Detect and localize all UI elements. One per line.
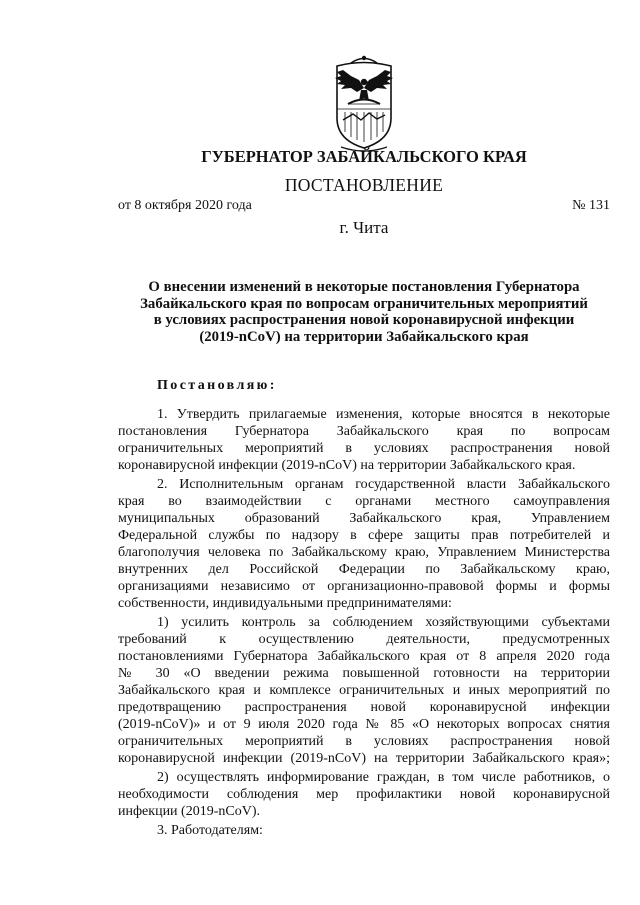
paragraph-line: 1) усилить контроль за соблюдением хозяйствующими субъектами (157, 614, 610, 630)
document-number: № 131 (572, 198, 610, 213)
document-city: г. Чита (339, 218, 389, 237)
paragraph-line: Федеральной службы по надзору в сфере защиты прав потребителей и (118, 527, 610, 543)
subject-line: Забайкальского края по вопросам ограничительных мероприятий (140, 295, 588, 312)
paragraph-line: собственности, индивидуальными предпринимателями: (118, 595, 452, 611)
subject-line: в условиях распространения новой коронавирусной инфекции (153, 312, 575, 329)
paragraph-line: внутренних дел Российской Федерации по Забайкальскому краю, (118, 561, 610, 577)
paragraph-line: № 30 «О введении режима повышенной готовности на территории (118, 665, 610, 681)
body-paragraph-5 (118, 822, 610, 839)
paragraph-line: постановления Губернатора Забайкальского края по вопросам (118, 423, 610, 439)
paragraph-line: предотвращению распространения новой коронавирусной инфекции (118, 699, 610, 715)
paragraph-line: требований к осуществлению деятельности, предусмотренных (118, 631, 610, 647)
paragraph-line: 2. Исполнительным органам государственной власти Забайкальского (157, 476, 610, 492)
body-paragraph-2 (118, 476, 610, 612)
subject-line: (2019-nCoV) на территории Забайкальского края (199, 329, 529, 346)
subject-line: О внесении изменений в некоторые постановления Губернатора (148, 279, 580, 295)
paragraph-line: коронавирусной инфекции (2019-nCoV) на территории Забайкальского края. (118, 457, 576, 473)
paragraph-line: (2019-nCoV)» и от 9 июля 2020 года № 85 «О некоторых вопросах снятия (118, 716, 610, 732)
document-date: от 8 октября 2020 года (118, 198, 252, 213)
emblem-eagle (335, 70, 393, 101)
body-paragraph-1 (118, 406, 610, 474)
paragraph-line: Забайкальского края и комплексе ограничительных и иных мероприятий по (118, 682, 610, 698)
paragraph-line: ограничительных мероприятий в условиях распространения новой (118, 440, 610, 456)
paragraph-line: постановлениями Губернатора Забайкальского края от 8 апреля 2020 года (118, 648, 610, 664)
paragraph-line: инфекции (2019-nCoV). (118, 803, 260, 819)
paragraph-line: благополучия человека по Забайкальскому краю, Управлением Министерства (118, 544, 610, 560)
body-paragraph-3 (118, 614, 610, 767)
paragraph-line: 1. Утвердить прилагаемые изменения, которые вносятся в некоторые (157, 406, 610, 422)
document-subject (118, 279, 610, 346)
paragraph-line: муниципальных образований Забайкальского края, Управлением (118, 510, 610, 526)
resolve-heading: Постановляю: (157, 378, 277, 393)
paragraph-line: ограничительных мероприятий в условиях распространения новой (118, 733, 610, 749)
body-paragraph-4 (118, 769, 610, 820)
paragraph-line: 2) осуществлять информирование граждан, в том числе работников, о (157, 769, 610, 785)
paragraph-line: коронавирусной инфекции (2019-nCoV) на территории Забайкальского края»; (118, 750, 610, 766)
paragraph-line: организациями независимо от организационно-правовой формы и формы (118, 578, 610, 594)
emblem-bow (348, 100, 380, 105)
issuer-title: ГУБЕРНАТОР ЗАБАЙКАЛЬСКОГО КРАЯ (201, 147, 527, 166)
document-body (118, 406, 610, 839)
coat-of-arms-icon (329, 54, 399, 154)
paragraph-line: края во взаимодействии с органами местного самоуправления (118, 493, 610, 509)
paragraph-line: 3. Работодателям: (157, 822, 263, 838)
paragraph-line: необходимости соблюдения мер профилактики новой коронавирусной (118, 786, 610, 802)
document-type: ПОСТАНОВЛЕНИЕ (284, 175, 444, 195)
